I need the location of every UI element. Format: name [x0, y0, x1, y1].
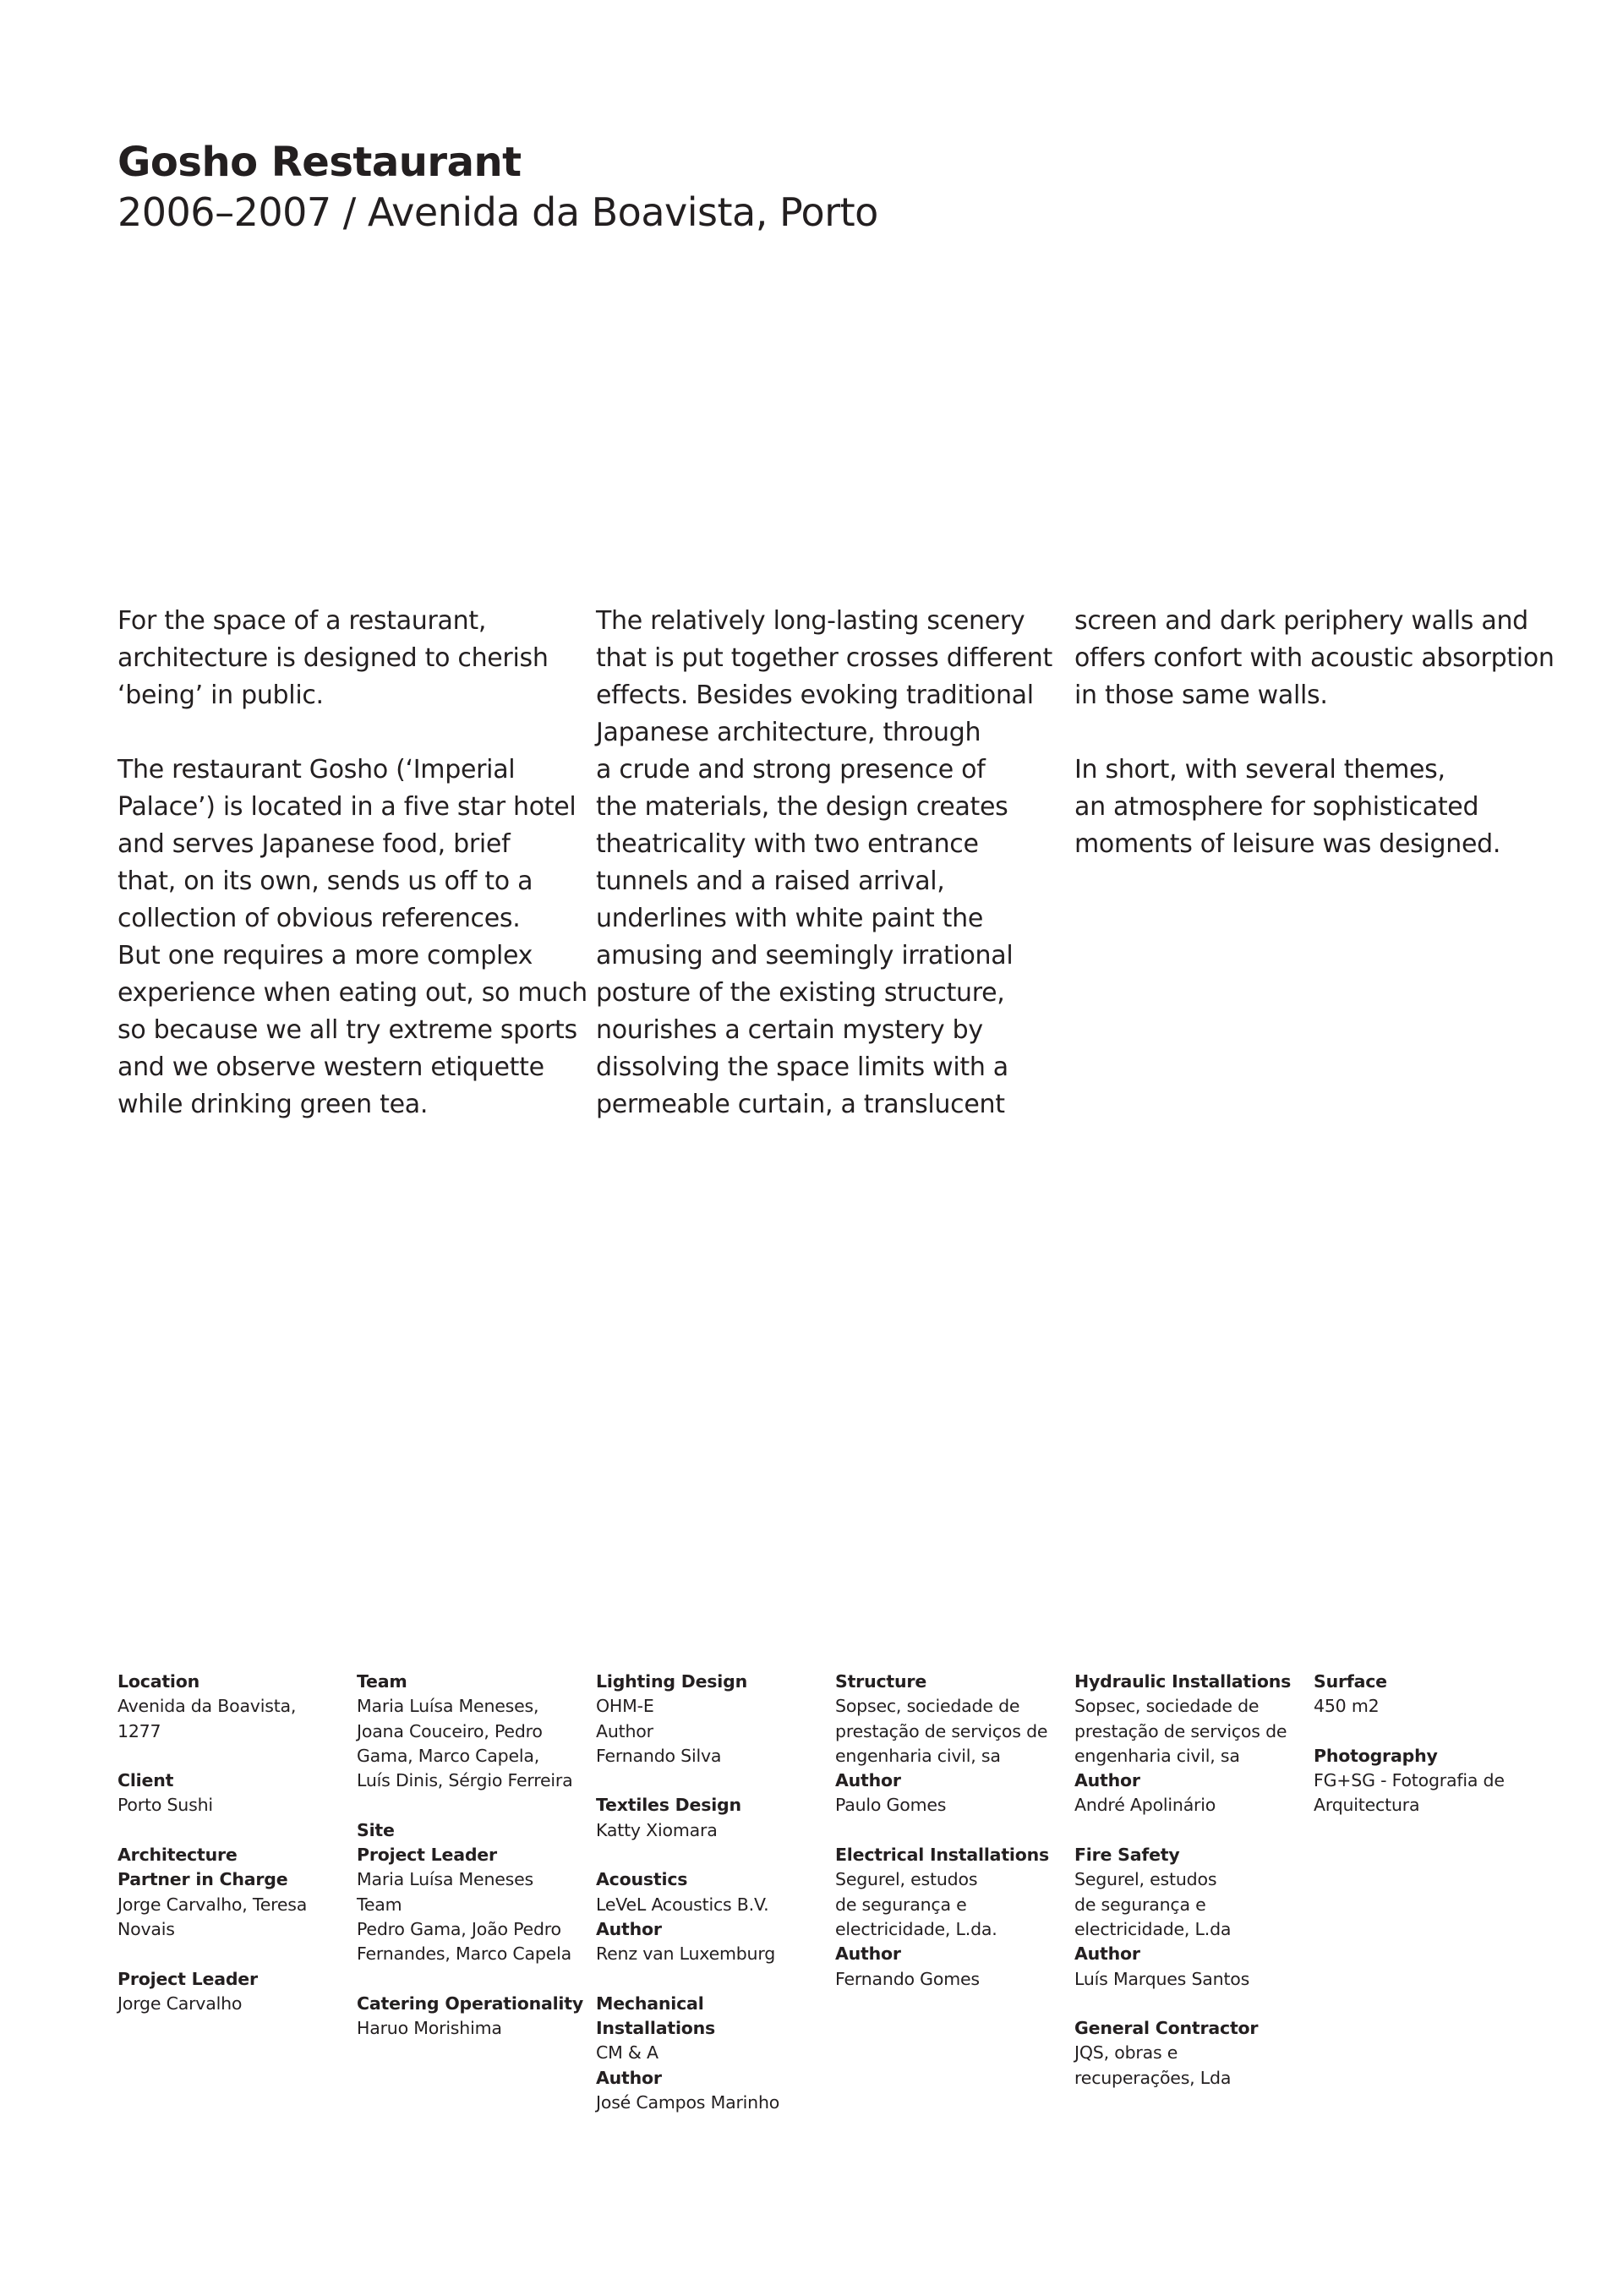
text-line: the materials, the design creates — [596, 792, 1008, 822]
credit-value: Renz van Luxemburg — [596, 1943, 776, 1965]
credit-block — [117, 1670, 350, 1744]
credit-block — [596, 1793, 828, 1843]
credit-label: Mechanical — [596, 1993, 704, 2014]
credit-label: Photography — [1314, 1745, 1438, 1766]
credit-label: Author — [1074, 1770, 1140, 1791]
text-line: But one requires a more complex — [117, 941, 533, 970]
credit-block — [1074, 2016, 1307, 2091]
credit-label: Lighting Design — [596, 1671, 748, 1692]
credit-block — [835, 1843, 1068, 1992]
credit-value: Haruo Morishima — [357, 2018, 502, 2039]
paragraph — [117, 752, 587, 1123]
text-line: The relatively long-lasting scenery — [596, 606, 1025, 636]
credit-value: Maria Luísa Meneses, — [357, 1696, 539, 1717]
credit-value: José Campos Marinho — [596, 2092, 780, 2113]
credit-block — [117, 1843, 350, 1942]
credit-block — [596, 1867, 828, 1966]
text-line: screen and dark periphery walls and — [1074, 606, 1528, 636]
text-line: that, on its own, sends us off to a — [117, 866, 533, 896]
credit-label: Installations — [596, 2018, 716, 2039]
credit-value: Jorge Carvalho — [117, 1993, 243, 2014]
credit-block — [357, 1670, 589, 1793]
credit-label: Architecture — [117, 1845, 238, 1866]
credit-value: Avenida da Boavista, — [117, 1696, 297, 1717]
text-line: The restaurant Gosho (‘Imperial — [117, 755, 516, 784]
credit-value: LeVeL Acoustics B.V. — [596, 1894, 769, 1915]
credit-block — [596, 1992, 828, 2115]
text-line: an atmosphere for sophisticated — [1074, 792, 1479, 822]
credit-value: Pedro Gama, João Pedro — [357, 1918, 561, 1939]
credit-value: prestação de serviços de — [835, 1720, 1048, 1741]
credit-label: Site — [357, 1819, 395, 1840]
text-line: and serves Japanese food, brief — [117, 829, 511, 859]
credit-block — [1314, 1744, 1546, 1818]
text-line: dissolving the space limits with a — [596, 1052, 1008, 1082]
credit-value: Fernandes, Marco Capela — [357, 1943, 571, 1965]
text-line: moments of leisure was designed. — [1074, 829, 1501, 859]
credit-block — [835, 1670, 1068, 1818]
text-column-1 — [117, 603, 587, 1123]
credit-value: Fernando Gomes — [835, 1968, 980, 1989]
credit-value: André Apolinário — [1074, 1795, 1216, 1816]
credit-value: Author — [596, 1720, 653, 1741]
text-line: nourishes a certain mystery by — [596, 1015, 983, 1045]
credits-column-3 — [596, 1670, 828, 2115]
credit-block — [1074, 1843, 1307, 1992]
credit-value: FG+SG - Fotografia de — [1314, 1770, 1505, 1791]
text-line: theatricality with two entrance — [596, 829, 979, 859]
credit-value: Paulo Gomes — [835, 1795, 947, 1816]
credit-value: engenharia civil, sa — [835, 1745, 1001, 1766]
credit-value: Segurel, estudos — [835, 1869, 978, 1890]
credit-label: Client — [117, 1770, 174, 1791]
credit-label: Hydraulic Installations — [1074, 1671, 1292, 1692]
credit-value: Katty Xiomara — [596, 1819, 718, 1840]
credit-value: Fernando Silva — [596, 1745, 722, 1766]
credit-block — [357, 1818, 589, 1967]
credit-value: Maria Luísa Meneses — [357, 1869, 534, 1890]
credit-label: Surface — [1314, 1671, 1387, 1692]
credit-value: Team — [357, 1894, 402, 1915]
credit-label: Project Leader — [357, 1845, 497, 1866]
page-title: Gosho Restaurant — [117, 139, 522, 186]
credit-value: CM & A — [596, 2042, 658, 2064]
credit-label: General Contractor — [1074, 2018, 1259, 2039]
text-column-3 — [1074, 603, 1555, 863]
text-line: experience when eating out, so much — [117, 978, 587, 1008]
paragraph — [117, 603, 574, 714]
credit-value: Luís Dinis, Sérgio Ferreira — [357, 1770, 573, 1791]
text-line: offers confort with acoustic absorption — [1074, 643, 1555, 673]
credit-label: Catering Operationality — [357, 1993, 584, 2014]
text-line: architecture is designed to cherish — [117, 643, 549, 673]
paragraph — [1074, 752, 1531, 863]
text-line: tunnels and a raised arrival, — [596, 866, 945, 896]
text-line: a crude and strong presence of — [596, 755, 986, 784]
credit-label: Acoustics — [596, 1869, 688, 1890]
credit-block — [117, 1768, 350, 1818]
text-line: that is put together crosses different — [596, 643, 1052, 673]
credit-value: Jorge Carvalho, Teresa — [117, 1894, 308, 1915]
credits-column-1 — [117, 1670, 350, 2016]
credit-label: Structure — [835, 1671, 927, 1692]
credit-label: Author — [1074, 1943, 1140, 1965]
credit-value: JQS, obras e — [1074, 2042, 1178, 2064]
credit-label: Author — [596, 2067, 662, 2088]
credit-value: Segurel, estudos — [1074, 1869, 1217, 1890]
credits-column-2 — [357, 1670, 589, 2041]
text-line: and we observe western etiquette — [117, 1052, 544, 1082]
credit-value: OHM-E — [596, 1696, 654, 1717]
text-line: in those same walls. — [1074, 681, 1328, 710]
credit-value: electricidade, L.da. — [835, 1918, 997, 1939]
credit-value: engenharia civil, sa — [1074, 1745, 1240, 1766]
text-line: ‘being’ in public. — [117, 681, 324, 710]
credit-value: Novais — [117, 1918, 175, 1939]
text-line: posture of the existing structure, — [596, 978, 1005, 1008]
credit-value: de segurança e — [835, 1894, 967, 1915]
credit-label: Location — [117, 1671, 200, 1692]
page-subtitle: 2006–2007 / Avenida da Boavista, Porto — [117, 189, 878, 235]
credits-column-6 — [1314, 1670, 1546, 1818]
credit-value: electricidade, L.da — [1074, 1918, 1232, 1939]
credit-value: Sopsec, sociedade de — [835, 1696, 1020, 1717]
credit-label: Partner in Charge — [117, 1869, 288, 1890]
credit-value: Joana Couceiro, Pedro — [357, 1720, 543, 1741]
credit-label: Fire Safety — [1074, 1845, 1180, 1866]
text-line: so because we all try extreme sports — [117, 1015, 577, 1045]
credit-label: Author — [835, 1943, 901, 1965]
credit-block — [1314, 1670, 1546, 1719]
text-line: underlines with white paint the — [596, 904, 984, 933]
credit-block — [117, 1967, 350, 2017]
credit-label: Team — [357, 1671, 407, 1692]
credit-label: Textiles Design — [596, 1795, 741, 1816]
credit-value: recuperações, Lda — [1074, 2067, 1232, 2088]
credit-value: Sopsec, sociedade de — [1074, 1696, 1260, 1717]
text-line: amusing and seemingly irrational — [596, 941, 1014, 970]
credit-value: 1277 — [117, 1720, 161, 1741]
text-line: permeable curtain, a translucent — [596, 1090, 1005, 1119]
credit-block — [596, 1670, 828, 1768]
paragraph — [1074, 603, 1555, 714]
credit-value: Arquitectura — [1314, 1795, 1420, 1816]
text-line: In short, with several themes, — [1074, 755, 1445, 784]
credits-column-5 — [1074, 1670, 1307, 2091]
text-line: while drinking green tea. — [117, 1090, 429, 1119]
credits-column-4 — [835, 1670, 1068, 1992]
credit-label: Project Leader — [117, 1968, 258, 1989]
text-line: For the space of a restaurant, — [117, 606, 487, 636]
credit-label: Electrical Installations — [835, 1845, 1050, 1866]
credit-value: Luís Marques Santos — [1074, 1968, 1250, 1989]
credit-label: Author — [596, 1918, 662, 1939]
credit-value: Gama, Marco Capela, — [357, 1745, 540, 1766]
text-line: Japanese architecture, through — [596, 718, 981, 747]
text-line: Palace’) is located in a five star hotel — [117, 792, 577, 822]
credit-block — [357, 1992, 589, 2042]
text-column-2 — [596, 603, 1052, 1123]
text-line: effects. Besides evoking traditional — [596, 681, 1034, 710]
paragraph — [596, 603, 1052, 1123]
credit-block — [1074, 1670, 1307, 1818]
text-line: collection of obvious references. — [117, 904, 521, 933]
credit-value: 450 m2 — [1314, 1696, 1380, 1717]
credit-value: de segurança e — [1074, 1894, 1206, 1915]
credit-value: prestação de serviços de — [1074, 1720, 1287, 1741]
credit-label: Author — [835, 1770, 901, 1791]
credit-value: Porto Sushi — [117, 1795, 213, 1816]
